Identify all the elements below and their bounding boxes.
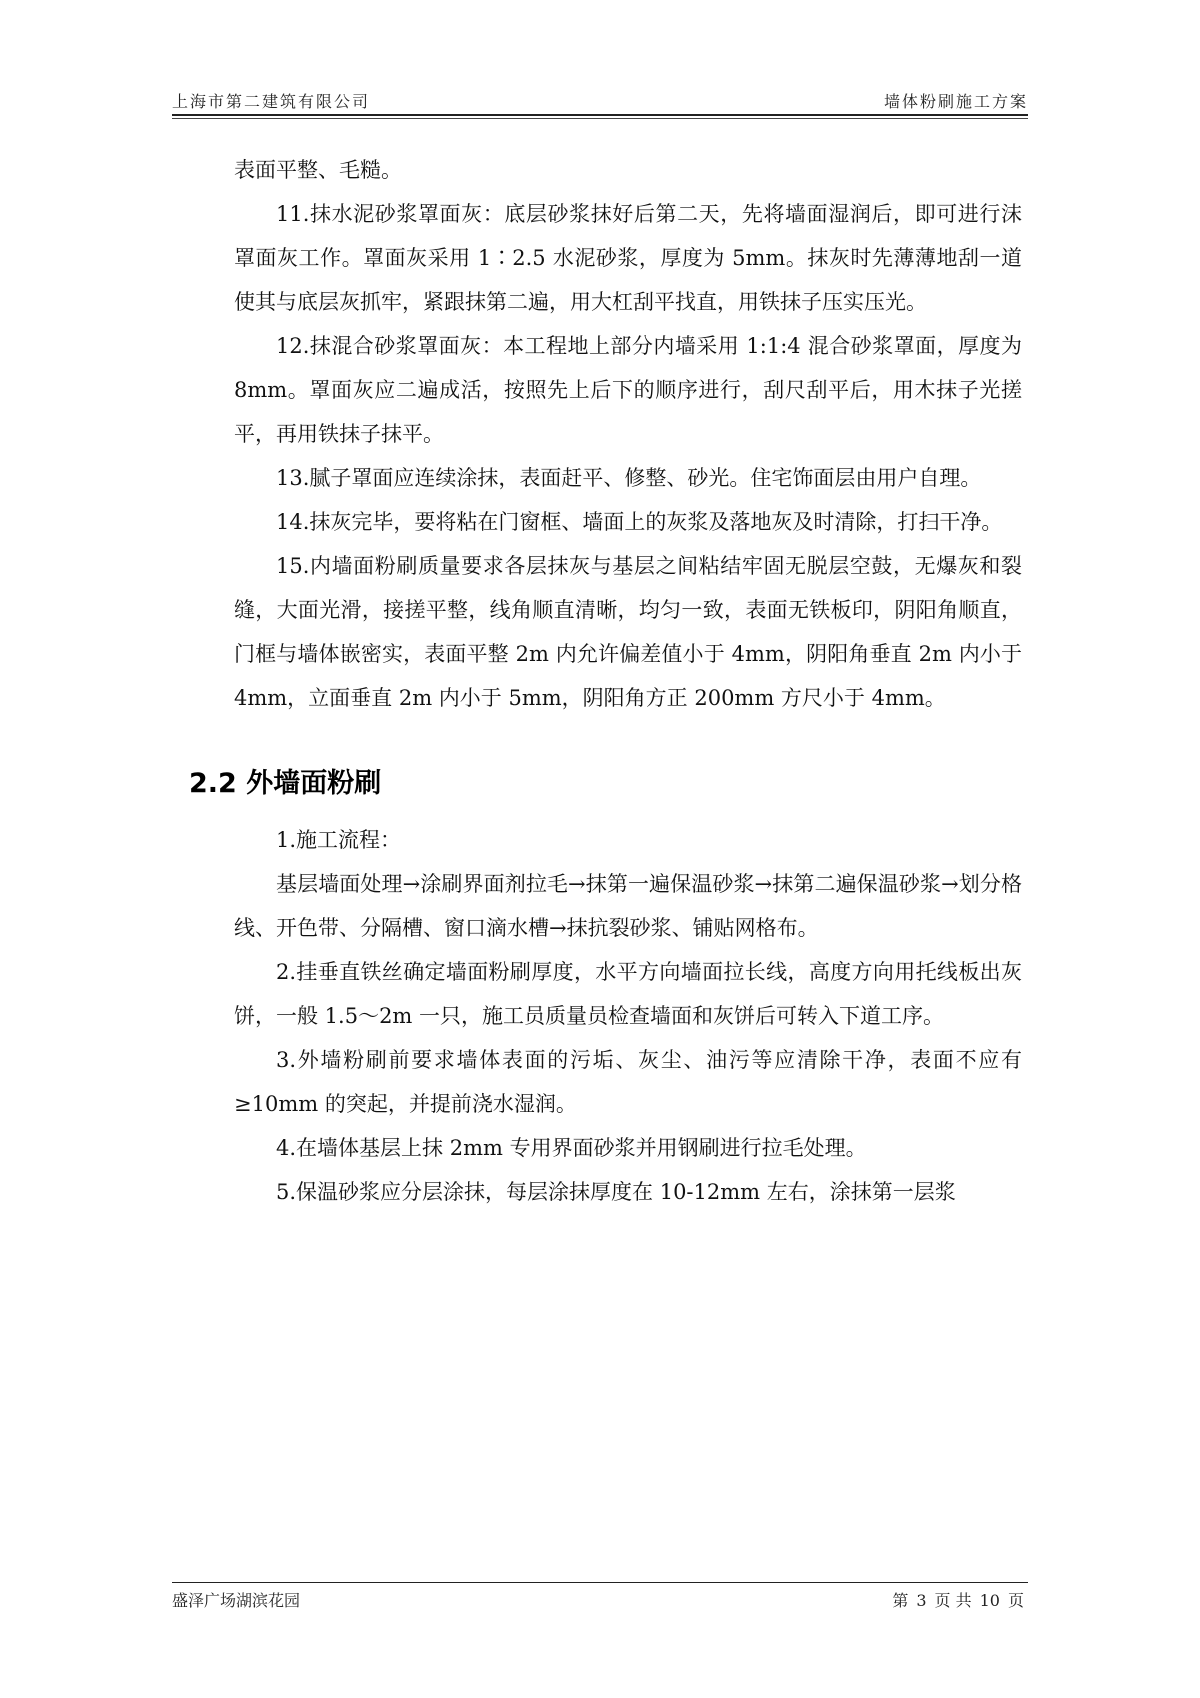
footer-rule [172, 1582, 1028, 1583]
step-4: 4.在墙体基层上抹 2mm 专用界面砂浆并用钢刷进行拉毛处理。 [276, 1136, 867, 1160]
step-1-flow: 基层墙面处理→涂刷界面剂拉毛→抹第一遍保温砂浆→抹第二遍保温砂浆→划分格线、开色带、分隔槽、窗口滴水槽→抹抗裂砂浆、铺贴网格布。 [234, 872, 1022, 940]
page-prefix: 第 [892, 1591, 909, 1610]
paragraph-11: 11.抹水泥砂浆罩面灰：底层砂浆抹好后第二天，先将墙面湿润后，即可进行沫罩面灰工作。罩面灰采用 1∶2.5 水泥砂浆，厚度为 5mm。抹灰时先薄薄地刮一道使其与底层灰抓牢，紧跟抹第二遍，用大杠刮平找直，用铁抹子压实压光。 [234, 202, 1022, 314]
page-number [888, 1588, 1028, 1611]
section-heading: 2.2 外墙面粉刷 [189, 768, 382, 799]
paragraph-12: 12.抹混合砂浆罩面灰：本工程地上部分内墙采用 1:1:4 混合砂浆罩面，厚度为 8mm。罩面灰应二遍成活，按照先上后下的顺序进行，刮尺刮平后，用木抹子光搓平，再用铁抹子抹平。 [234, 334, 1022, 446]
header-doc-title: 墙体粉刷施工方案 [883, 92, 1028, 111]
step-2: 2.挂垂直铁丝确定墙面粉刷厚度，水平方向墙面拉长线，高度方向用托线板出灰饼，一般 1.5～2m 一只，施工员质量员检查墙面和灰饼后可转入下道工序。 [234, 960, 1022, 1028]
step-1-title: 1.施工流程： [276, 828, 402, 852]
header-rule [172, 114, 1028, 116]
header-rule-thin [172, 118, 1028, 119]
paragraph-15: 15.内墙面粉刷质量要求各层抹灰与基层之间粘结牢固无脱层空鼓，无爆灰和裂缝，大面光滑，接搓平整，线角顺直清晰，均匀一致，表面无铁板印，阴阳角顺直，门框与墙体嵌密实，表面平整 2m 内允许偏差值小于 4mm，阴阳角垂直 2m 内小于 4mm，立面垂直 2m 内小于 5mm，阴阳角方正 200mm 方尺小于 4mm。 [234, 554, 1022, 710]
footer-project: 盛泽广场湖滨花园 [172, 1591, 301, 1610]
page-mid: 页 共 [934, 1591, 972, 1610]
paragraph-continued: 表面平整、毛糙。 [234, 158, 402, 182]
page-header [172, 86, 1028, 112]
document-body [189, 148, 1022, 1214]
header-company: 上海市第二建筑有限公司 [172, 92, 371, 111]
paragraph-14: 14.抹灰完毕，要将粘在门窗框、墙面上的灰浆及落地灰及时清除，打扫干净。 [276, 510, 1003, 534]
page-suffix: 页 [1007, 1591, 1024, 1610]
page-footer [172, 1588, 1028, 1611]
step-5: 5.保温砂浆应分层涂抹，每层涂抹厚度在 10-12mm 左右，涂抹第一层浆 [276, 1180, 956, 1204]
step-3: 3.外墙粉刷前要求墙体表面的污垢、灰尘、油污等应清除干净，表面不应有≥10mm 的突起，并提前浇水湿润。 [234, 1048, 1022, 1116]
page-total: 10 [979, 1591, 1000, 1610]
page-current: 3 [916, 1591, 927, 1610]
paragraph-13: 13.腻子罩面应连续涂抹，表面赶平、修整、砂光。住宅饰面层由用户自理。 [276, 466, 982, 490]
